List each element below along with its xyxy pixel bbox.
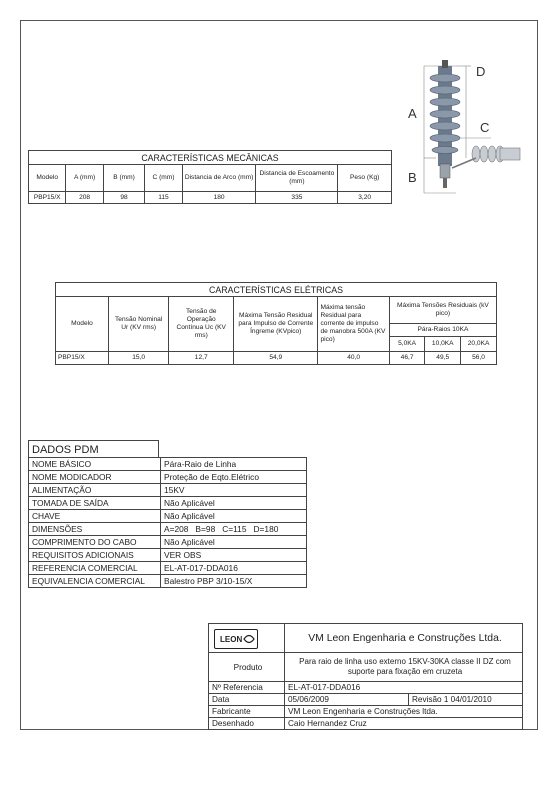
mechanical-table (28, 150, 392, 204)
pdm-value: 15KV (161, 484, 307, 497)
label-a: A (408, 106, 417, 121)
mech-cell-a: 208 (66, 192, 103, 204)
pdm-title: DADOS PDM (28, 440, 159, 458)
elec-header-10ka: 10,0KA (425, 337, 461, 352)
mech-header-a: A (mm) (66, 165, 103, 192)
label-d: D (476, 64, 486, 79)
fabricante-value: VM Leon Engenharia e Construções ltda. (285, 706, 523, 718)
pdm-row (29, 536, 307, 549)
pdm-key: TOMADA DE SAÍDA (29, 497, 161, 510)
elec-header-tensao-operacao: Tensão de Operação Contínua Uc (KV rms) (169, 297, 234, 352)
electrical-title: CARACTERÍSTICAS ELÉTRICAS (56, 283, 497, 297)
mech-cell-b: 98 (103, 192, 144, 204)
pdm-value: VER OBS (161, 549, 307, 562)
pdm-key: REQUISITOS ADICIONAIS (29, 549, 161, 562)
elec-header-modelo: Modelo (56, 297, 109, 352)
elec-header-5ka: 5,0KA (389, 337, 425, 352)
mech-header-c: C (mm) (145, 165, 182, 192)
pdm-row (29, 575, 307, 588)
mech-cell-arco: 180 (182, 192, 256, 204)
data-value: 05/06/2009 (285, 694, 409, 706)
electrical-table (55, 282, 497, 365)
elec-header-20ka: 20,0KA (461, 337, 497, 352)
fish-icon (243, 632, 255, 646)
mech-header-escoamento: Distancia de Escoamento (mm) (256, 165, 338, 192)
elec-header-tensao-nominal: Tensão Nominal Ur (KV rms) (108, 297, 169, 352)
logo-cell (209, 624, 285, 653)
produto-description: Para raio de linha uso externo 15KV-30KA classe II DZ com suporte para fixação em cruzeta (285, 653, 523, 682)
leon-logo (214, 629, 258, 649)
elec-cell-tensao-operacao: 12,7 (169, 352, 234, 365)
mech-header-modelo: Modelo (29, 165, 66, 192)
pdm-row (29, 471, 307, 484)
pdm-value: Balestro PBP 3/10-15/X (161, 575, 307, 588)
label-c: C (480, 120, 490, 135)
pdm-row (29, 510, 307, 523)
pdm-value: Pára-Raio de Linha (161, 458, 307, 471)
arrester-diagram (396, 58, 526, 198)
pdm-key: REFERENCIA COMERCIAL (29, 562, 161, 575)
mech-cell-peso: 3,20 (338, 192, 392, 204)
data-label: Data (209, 694, 285, 706)
pdm-row (29, 549, 307, 562)
pdm-value: A=208 B=98 C=115 D=180 (161, 523, 307, 536)
pdm-row (29, 458, 307, 471)
elec-header-para-raios: Pára-Raios 10KA (389, 324, 496, 337)
mechanical-title: CARACTERÍSTICAS MECÂNICAS (29, 151, 392, 165)
elec-cell-max-manobra: 40,0 (318, 352, 389, 365)
pdm-key: CHAVE (29, 510, 161, 523)
elec-cell-10ka: 49,5 (425, 352, 461, 365)
elec-header-max-manobra: Máxima tensão Residual para corrente de impulso de manobra 500A (KV pico) (318, 297, 389, 352)
elec-cell-tensao-nominal: 15,0 (108, 352, 169, 365)
desenhado-value: Caio Hernandez Cruz (285, 718, 523, 730)
pdm-key: DIMENSÕES (29, 523, 161, 536)
pdm-key: EQUIVALENCIA COMERCIAL (29, 575, 161, 588)
title-block (208, 623, 523, 730)
company-name: VM Leon Engenharia e Construções Ltda. (285, 624, 523, 653)
pdm-value: Não Aplicável (161, 497, 307, 510)
mech-header-arco: Distancia de Arco (mm) (182, 165, 256, 192)
pdm-key: NOME MODICADOR (29, 471, 161, 484)
pdm-value: Não Aplicável (161, 536, 307, 549)
revisao-value: Revisão 1 04/01/2010 (409, 694, 523, 706)
elec-cell-modelo: PBP15/X (56, 352, 109, 365)
elec-cell-max-impulso: 54,9 (234, 352, 318, 365)
pdm-table (28, 457, 307, 588)
mech-header-peso: Peso (Kg) (338, 165, 392, 192)
elec-cell-20ka: 56,0 (461, 352, 497, 365)
pdm-key: ALIMENTAÇÃO (29, 484, 161, 497)
mech-cell-c: 115 (145, 192, 182, 204)
pdm-value: Não Aplicável (161, 510, 307, 523)
elec-header-max-residuais: Máxima Tensões Residuais (kV pico) (389, 297, 496, 324)
ref-label: Nº Referencia (209, 682, 285, 694)
fabricante-label: Fabricante (209, 706, 285, 718)
elec-cell-5ka: 46,7 (389, 352, 425, 365)
pdm-row (29, 562, 307, 575)
logo-text: LEON (220, 635, 243, 644)
pdm-key: NOME BÁSICO (29, 458, 161, 471)
pdm-value: EL-AT-017-DDA016 (161, 562, 307, 575)
desenhado-label: Desenhado (209, 718, 285, 730)
mech-cell-modelo: PBP15/X (29, 192, 66, 204)
pdm-row (29, 523, 307, 536)
elec-header-max-impulso: Máxima Tensão Residual para Impulso de Corrente Íngreme (KVpico) (234, 297, 318, 352)
mech-header-b: B (mm) (103, 165, 144, 192)
produto-label: Produto (209, 653, 285, 682)
label-b: B (408, 170, 417, 185)
pdm-key: COMPRIMENTO DO CABO (29, 536, 161, 549)
mech-cell-escoamento: 335 (256, 192, 338, 204)
pdm-row (29, 484, 307, 497)
pdm-value: Proteção de Eqto.Elétrico (161, 471, 307, 484)
pdm-row (29, 497, 307, 510)
ref-value: EL-AT-017-DDA016 (285, 682, 523, 694)
